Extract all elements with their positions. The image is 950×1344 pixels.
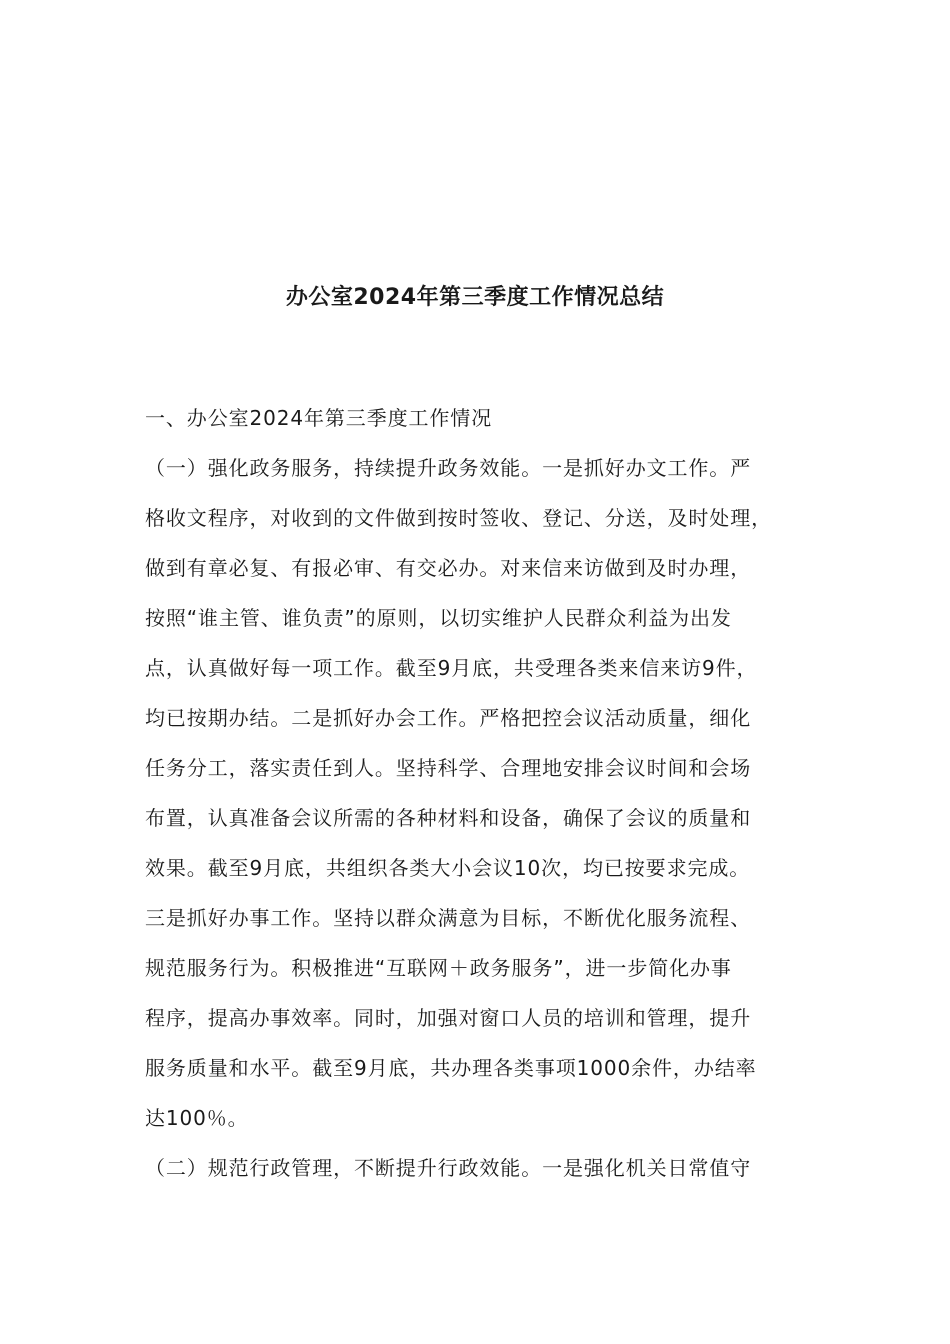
paragraph-line: 按照“谁主管、谁负责”的原则，以切实维护人民群众利益为出发 bbox=[145, 606, 732, 630]
paragraph-line: 效果。截至9月底，共组织各类大小会议10次，均已按要求完成。 bbox=[145, 856, 751, 880]
section-heading: 一、办公室2024年第三季度工作情况 bbox=[145, 406, 493, 430]
paragraph-line: 达100％。 bbox=[145, 1106, 249, 1130]
paragraph-line: 格收文程序，对收到的文件做到按时签收、登记、分送，及时处理， bbox=[145, 506, 772, 530]
paragraph-line: 点，认真做好每一项工作。截至9月底，共受理各类来信来访9件， bbox=[145, 656, 758, 680]
paragraph-line: 程序，提高办事效率。同时，加强对窗口人员的培训和管理，提升 bbox=[145, 1006, 752, 1030]
paragraph-line: （一）强化政务服务，持续提升政务效能。一是抓好办文工作。严 bbox=[145, 456, 752, 480]
paragraph-line: （二）规范行政管理，不断提升行政效能。一是强化机关日常值守 bbox=[145, 1156, 752, 1180]
document-title: 办公室2024年第三季度工作情况总结 bbox=[285, 285, 665, 310]
paragraph-line: 任务分工，落实责任到人。坚持科学、合理地安排会议时间和会场 bbox=[145, 756, 752, 780]
paragraph-line: 规范服务行为。积极推进“互联网＋政务服务”，进一步简化办事 bbox=[145, 956, 732, 980]
paragraph-line: 布置，认真准备会议所需的各种材料和设备，确保了会议的质量和 bbox=[145, 806, 752, 830]
paragraph-line: 做到有章必复、有报必审、有交必办。对来信来访做到及时办理， bbox=[145, 556, 752, 580]
paragraph-line: 服务质量和水平。截至9月底，共办理各类事项1000余件，办结率 bbox=[145, 1056, 757, 1080]
paragraph-line: 三是抓好办事工作。坚持以群众满意为目标，不断优化服务流程、 bbox=[145, 906, 752, 930]
paragraph-line: 均已按期办结。二是抓好办会工作。严格把控会议活动质量，细化 bbox=[145, 706, 752, 730]
